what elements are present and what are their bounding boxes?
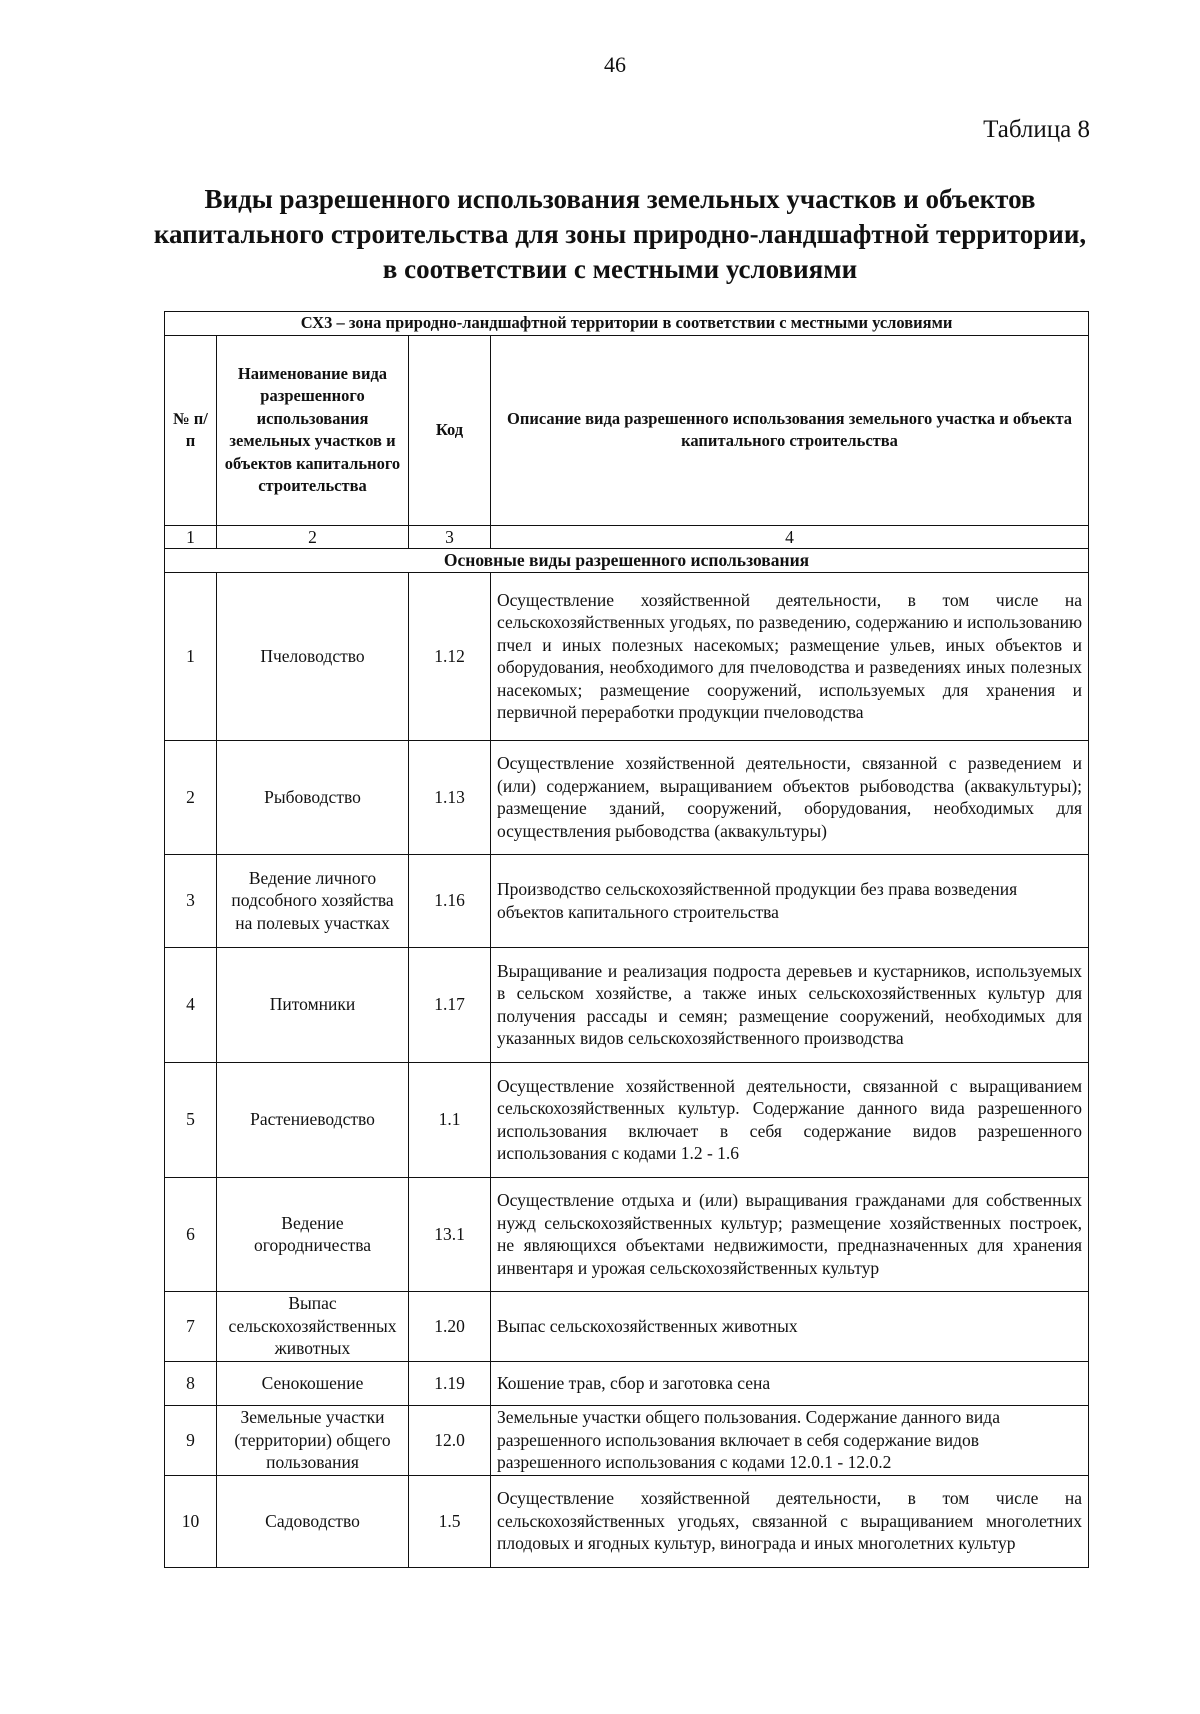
row-number: 3: [165, 854, 217, 947]
column-header-code: Код: [409, 335, 491, 525]
use-description: Кошение трав, сбор и заготовка сена: [491, 1361, 1089, 1405]
table-row: [165, 1405, 1089, 1475]
use-description: Выращивание и реализация подроста деревьев и кустарников, используемых в сельском хозяйстве, а также иных сельскохозяйственных культур для получения рассады и семян; размещение сооружений, необходимых для указанных видов сельскохозяйственного производства: [491, 947, 1089, 1062]
page-number: 46: [604, 52, 626, 77]
row-number: 8: [165, 1361, 217, 1405]
table-row: [165, 854, 1089, 947]
use-name: Выпас сельскохозяйственных животных: [217, 1291, 409, 1361]
use-code: 13.1: [409, 1177, 491, 1291]
use-code: 1.12: [409, 572, 491, 740]
table-row: [165, 1177, 1089, 1291]
column-number: 1: [165, 525, 217, 549]
use-code: 1.1: [409, 1062, 491, 1177]
use-code: 1.13: [409, 740, 491, 854]
use-name: Пчеловодство: [217, 572, 409, 740]
use-code: 1.5: [409, 1475, 491, 1567]
table-row: [165, 1475, 1089, 1567]
use-description: Осуществление хозяйственной деятельности, в том числе на сельскохозяйственных угодьях, связанной с выращиванием многолетних плодовых и ягодных культур, винограда и иных многолетних культур: [491, 1475, 1089, 1567]
use-description: Производство сельскохозяйственной продукции без права возведения объектов капитального строительства: [491, 854, 1089, 947]
use-description: Осуществление отдыха и (или) выращивания гражданами для собственных нужд сельскохозяйственных культур; размещение хозяйственных построек, не являющихся объектами недвижимости, предназначенных для хранения инвентаря и урожая сельскохозяйственных культур: [491, 1177, 1089, 1291]
use-name: Сенокошение: [217, 1361, 409, 1405]
row-number: 9: [165, 1405, 217, 1475]
row-number: 4: [165, 947, 217, 1062]
use-description: Земельные участки общего пользования. Содержание данного вида разрешенного использования включает в себя содержание видов разрешенного использования с кодами 12.0.1 - 12.0.2: [491, 1405, 1089, 1475]
use-description: Осуществление хозяйственной деятельности, связанной с выращиванием сельскохозяйственных культур. Содержание данного вида разрешенного использования включает в себя содержание видов разрешенного использования с кодами 1.2 - 1.6: [491, 1062, 1089, 1177]
column-number: 4: [491, 525, 1089, 549]
column-number: 3: [409, 525, 491, 549]
row-number: 5: [165, 1062, 217, 1177]
use-code: 1.16: [409, 854, 491, 947]
use-name: Питомники: [217, 947, 409, 1062]
table-row: [165, 1291, 1089, 1361]
use-name: Рыбоводство: [217, 740, 409, 854]
use-name: Ведение личного подсобного хозяйства на полевых участках: [217, 854, 409, 947]
use-code: 1.20: [409, 1291, 491, 1361]
column-header-name: Наименование вида разрешенного использования земельных участков и объектов капитального строительства: [217, 335, 409, 525]
table-row: [165, 740, 1089, 854]
permitted-use-table: [164, 311, 1089, 1568]
table-row: [165, 947, 1089, 1062]
document-title: Виды разрешенного использования земельных участков и объектов капитального строительства для зоны природно-ландшафтной территории, в соответствии с местными условиями: [153, 184, 1087, 284]
row-number: 10: [165, 1475, 217, 1567]
column-header-num: № п/п: [165, 335, 217, 525]
row-number: 2: [165, 740, 217, 854]
use-description: Выпас сельскохозяйственных животных: [491, 1291, 1089, 1361]
use-name: Садоводство: [217, 1475, 409, 1567]
use-description: Осуществление хозяйственной деятельности, в том числе на сельскохозяйственных угодьях, по разведению, содержанию и использованию пчел и иных полезных насекомых; размещение ульев, иных объектов и оборудования, необходимого для пчеловодства и разведениях иных полезных насекомых; размещение сооружений, используемых для хранения и первичной переработки продукции пчеловодства: [491, 572, 1089, 740]
use-code: 1.17: [409, 947, 491, 1062]
row-number: 6: [165, 1177, 217, 1291]
table-row: [165, 572, 1089, 740]
row-number: 1: [165, 572, 217, 740]
column-number: 2: [217, 525, 409, 549]
zone-header: СХ3 – зона природно-ландшафтной территории в соответствии с местными условиями: [165, 312, 1089, 336]
table-caption: Таблица 8: [983, 116, 1090, 143]
use-name: Растениеводство: [217, 1062, 409, 1177]
table-row: [165, 1062, 1089, 1177]
use-name: Земельные участки (территории) общего пользования: [217, 1405, 409, 1475]
use-code: 12.0: [409, 1405, 491, 1475]
use-description: Осуществление хозяйственной деятельности, связанной с разведением и (или) содержанием, выращиванием объектов рыбоводства (аквакультуры); размещение зданий, сооружений, оборудования, необходимых для осуществления рыбоводства (аквакультуры): [491, 740, 1089, 854]
column-header-description: Описание вида разрешенного использования земельного участка и объекта капитального строительства: [491, 335, 1089, 525]
use-name: Ведение огородничества: [217, 1177, 409, 1291]
use-code: 1.19: [409, 1361, 491, 1405]
row-number: 7: [165, 1291, 217, 1361]
section-title: Основные виды разрешенного использования: [165, 549, 1089, 573]
table-row: [165, 1361, 1089, 1405]
